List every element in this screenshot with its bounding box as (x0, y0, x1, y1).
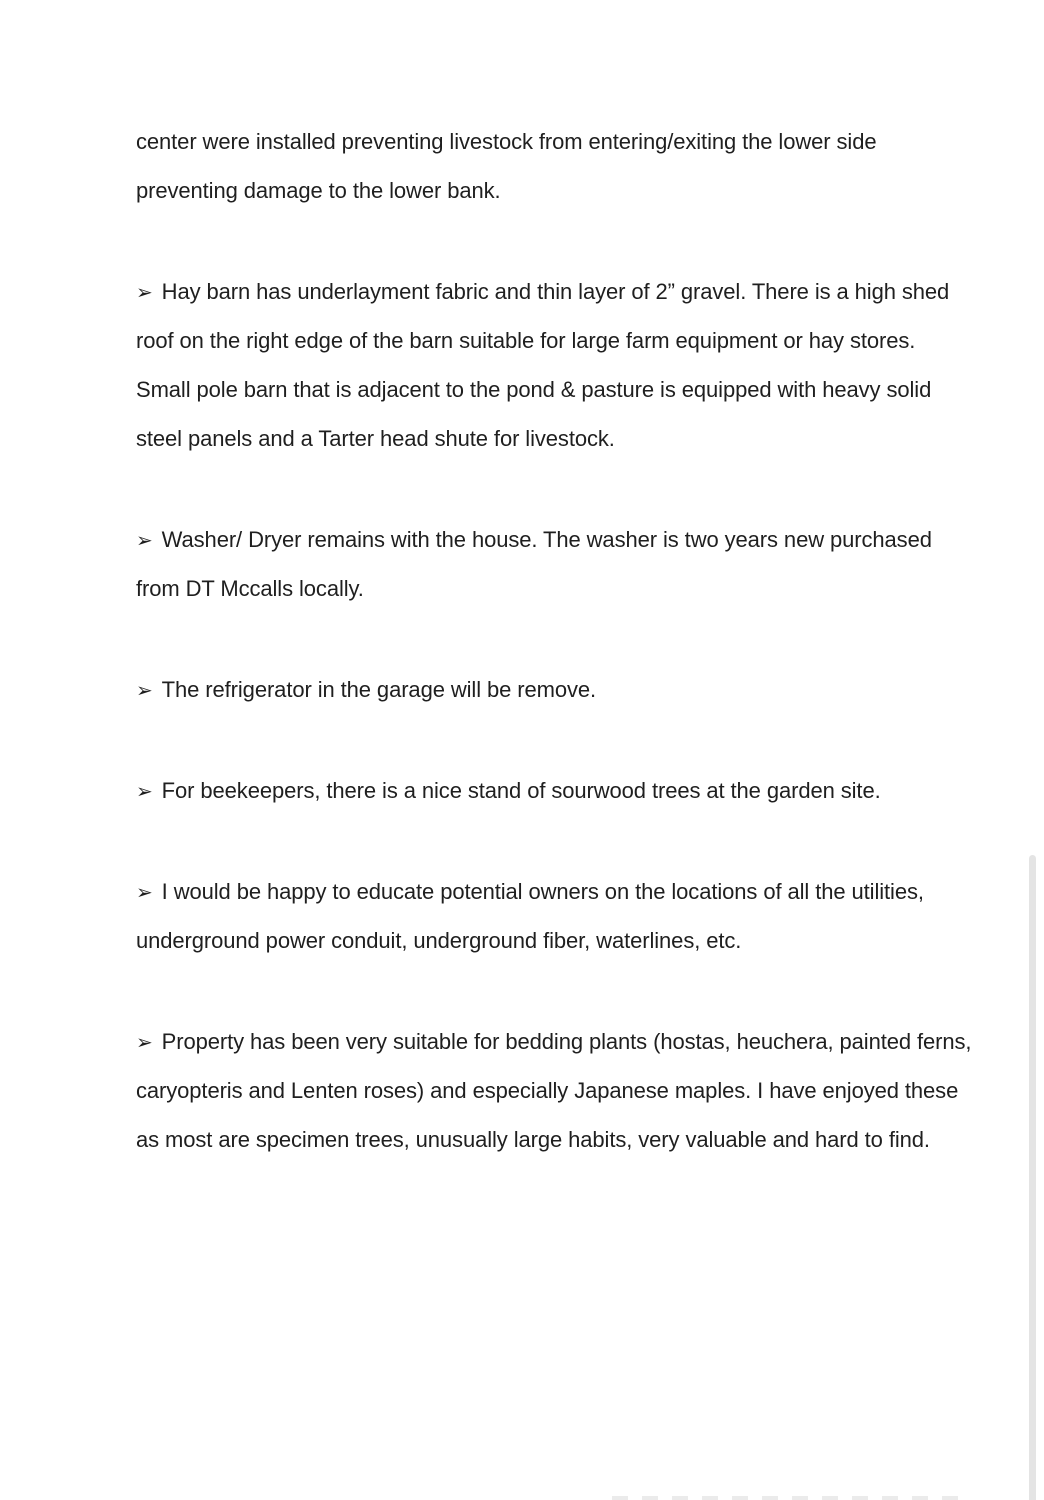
paragraph-hay-barn (136, 267, 1036, 463)
text-line-content: Property has been very suitable for bedding plants (hostas, heuchera, painted ferns, (161, 1029, 972, 1054)
arrow-bullet-icon: ➢ (136, 1030, 153, 1054)
text-line: underground power conduit, underground fiber, waterlines, etc. (136, 928, 742, 953)
text-line: as most are specimen trees, unusually large habits, very valuable and hard to find. (136, 1127, 930, 1152)
text-line: center were installed preventing livestock from entering/exiting the lower side (136, 129, 877, 154)
text-line-content: For beekeepers, there is a nice stand of sourwood trees at the garden site. (161, 778, 881, 803)
paragraph-continuation (136, 117, 1036, 215)
text-line: Small pole barn that is adjacent to the pond & pasture is equipped with heavy solid (136, 377, 932, 402)
arrow-bullet-icon: ➢ (136, 528, 153, 552)
paragraph-washer-dryer (136, 515, 1036, 613)
paragraph-refrigerator (136, 665, 1036, 714)
paragraph-utilities (136, 867, 1036, 965)
arrow-bullet-icon: ➢ (136, 779, 153, 803)
text-line (136, 867, 1036, 916)
arrow-bullet-icon: ➢ (136, 280, 153, 304)
text-line (136, 267, 1036, 316)
text-line: caryopteris and Lenten roses) and especially Japanese maples. I have enjoyed these (136, 1078, 959, 1103)
text-line: steel panels and a Tarter head shute for livestock. (136, 426, 615, 451)
text-line-content: Hay barn has underlayment fabric and thin layer of 2” gravel. There is a high shed (161, 279, 950, 304)
text-line (136, 1017, 1036, 1066)
text-line (136, 665, 1036, 714)
document-page (136, 117, 1036, 1164)
text-line (136, 515, 1036, 564)
arrow-bullet-icon: ➢ (136, 880, 153, 904)
paragraph-bedding-plants (136, 1017, 1036, 1164)
text-line: from DT Mccalls locally. (136, 576, 364, 601)
paragraph-beekeepers (136, 766, 1036, 815)
text-line: preventing damage to the lower bank. (136, 178, 501, 203)
scrollbar-thumb[interactable] (1029, 855, 1036, 1500)
text-line-content: Washer/ Dryer remains with the house. The washer is two years new purchased (161, 527, 932, 552)
text-line: roof on the right edge of the barn suitable for large farm equipment or hay stores. (136, 328, 916, 353)
arrow-bullet-icon: ➢ (136, 678, 153, 702)
text-line-content: I would be happy to educate potential owners on the locations of all the utilities, (161, 879, 924, 904)
next-page-text-cutoff (612, 1496, 958, 1500)
text-line-content: The refrigerator in the garage will be remove. (161, 677, 597, 702)
text-line (136, 766, 1036, 815)
